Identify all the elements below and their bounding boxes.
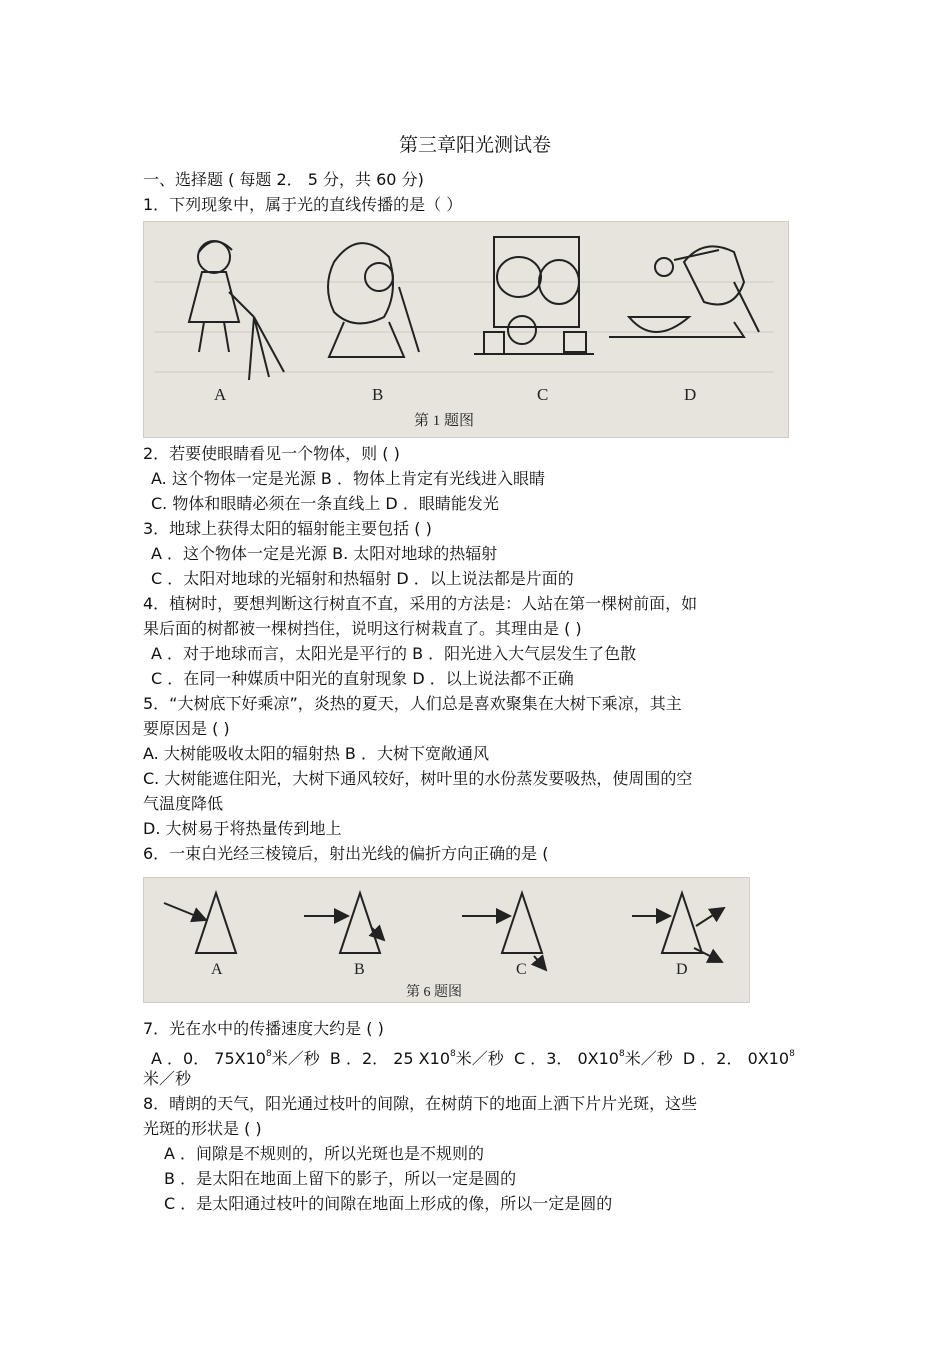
question-1: 1．下列现象中，属于光的直线传播的是（ ） [143, 195, 463, 214]
figure-1-label-b: B [372, 385, 384, 404]
q7-option-a: A ．0． 75X10 [151, 1049, 266, 1068]
question-3: 3．地球上获得太阳的辐射能主要包括 ( ) [143, 519, 432, 538]
question-2-options-line1: A. 这个物体一定是光源 B ．物体上肯定有光线进入眼睛 [151, 469, 545, 488]
question-5-option-c-line1: C. 大树能遮住阳光，大树下通风较好，树叶里的水份蒸发要吸热，使周围的空 [143, 769, 693, 788]
figure-6-label-d: D [676, 961, 688, 978]
question-4-line2: 果后面的树都被一棵树挡住，说明这行树栽直了。其理由是 ( ) [143, 619, 582, 638]
question-2-options-line2: C. 物体和眼睛必须在一条直线上 D ．眼睛能发光 [151, 494, 499, 513]
q7-option-a-unit: 米／秒 [271, 1049, 320, 1068]
question-8-line2: 光斑的形状是 ( ) [143, 1119, 262, 1138]
question-3-options-line1: A ．这个物体一定是光源 B. 太阳对地球的热辐射 [151, 544, 498, 563]
figure-c-apparatus [474, 237, 594, 354]
question-5-option-a: A. 大树能吸收太阳的辐射热 B ．大树下宽敞通风 [143, 744, 489, 763]
question-5-option-c-line2: 气温度降低 [143, 794, 224, 813]
question-5-option-d: D. 大树易于将热量传到地上 [143, 819, 342, 838]
q7-option-b-unit: 米／秒 [455, 1049, 504, 1068]
prism-diagrams [144, 878, 749, 1002]
figure-b-magnifier [328, 243, 419, 357]
figure-1-label-a: A [214, 385, 227, 404]
q7-option-c-exponent: 8 [618, 1049, 625, 1059]
figure-1-label-d: D [684, 385, 697, 404]
q7-option-a-exponent: 8 [265, 1049, 272, 1059]
figure-6-label-a: A [211, 961, 223, 978]
question-2: 2．若要使眼睛看见一个物体，则 ( ) [143, 444, 400, 463]
figure-1-caption: 第 1 题图 [414, 413, 475, 429]
figure-6-label-c: C [516, 961, 527, 978]
question-4-options-line2: C ．在同一种媒质中阳光的直射现象 D ．以上说法都不正确 [151, 669, 574, 688]
figure-6-caption: 第 6 题图 [406, 985, 462, 1000]
section-heading: 一、选择题 ( 每题 2． 5 分，共 60 分) [143, 170, 424, 189]
prism-c [502, 893, 542, 953]
page-title: 第三章阳光测试卷 [398, 134, 551, 156]
question-8-option-c: C ．是太阳通过枝叶的间隙在地面上形成的像，所以一定是圆的 [164, 1194, 613, 1213]
question-8-option-a: A ．间隙是不规则的，所以光斑也是不规则的 [164, 1144, 485, 1163]
prism-b [340, 893, 380, 953]
question-4-options-line1: A ．对于地球而言，太阳光是平行的 B ．阳光进入大气层发生了色散 [151, 644, 637, 663]
question-5-line1: 5．“大树底下好乘凉”，炎热的夏天，人们总是喜欢聚集在大树下乘凉，其主 [143, 694, 682, 713]
figure-1-label-c: C [537, 385, 549, 404]
q7-option-b-exponent: 8 [450, 1049, 456, 1059]
prism-a [196, 893, 236, 953]
question-8-option-b: B ．是太阳在地面上留下的影子，所以一定是圆的 [164, 1169, 517, 1188]
prism-d [662, 893, 702, 953]
question-8-line1: 8．晴朗的天气，阳光通过枝叶的间隙，在树荫下的地面上洒下片片光斑，这些 [143, 1094, 698, 1113]
figure-d-bowl [609, 246, 759, 337]
q7-option-b: B ．2． 25 X10 [329, 1049, 451, 1068]
question-7-options [151, 1044, 795, 1069]
q7-option-d-exponent: 8 [789, 1049, 795, 1059]
question-7-option-d-unit: 米／秒 [143, 1069, 192, 1088]
question-5-line2: 要原因是 ( ) [143, 719, 230, 738]
figure-6-label-b: B [354, 961, 365, 978]
q7-option-c-unit: 米／秒 [624, 1049, 673, 1068]
figure-a-child-flashlight [189, 241, 284, 380]
question-7: 7．光在水中的传播速度大约是 ( ) [143, 1019, 384, 1038]
q7-option-c: C ．3． 0X10 [513, 1049, 619, 1068]
question-1-illustration [144, 222, 788, 437]
q7-option-d: D ．2． 0X10 [682, 1049, 790, 1068]
question-1-figure [143, 221, 789, 438]
question-6: 6．一束白光经三棱镜后，射出光线的偏折方向正确的是 ( [143, 844, 549, 863]
question-3-options-line2: C ．太阳对地球的光辐射和热辐射 D ．以上说法都是片面的 [151, 569, 574, 588]
question-4-line1: 4．植树时，要想判断这行树直不直，采用的方法是：人站在第一棵树前面，如 [143, 594, 698, 613]
question-6-figure [143, 877, 750, 1003]
